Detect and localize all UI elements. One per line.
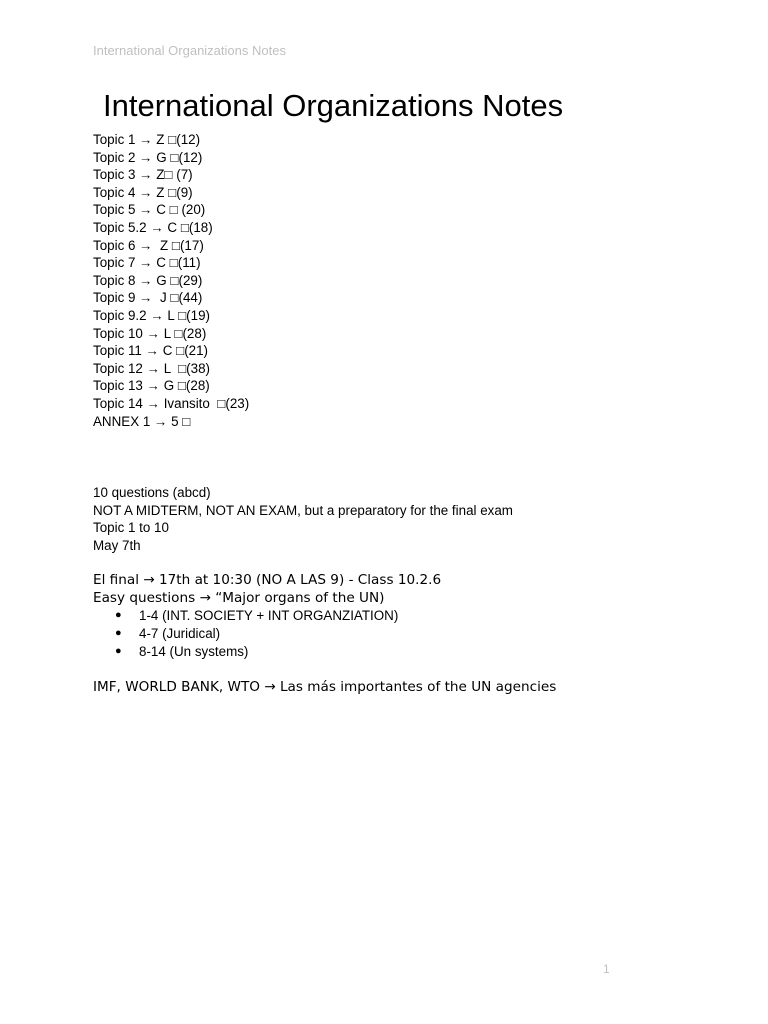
bullet-list <box>93 607 398 660</box>
bullet-text: 4-7 (Juridical) <box>139 625 221 641</box>
final-exam-info <box>93 571 441 607</box>
closing-note: IMF, WORLD BANK, WTO → Las más importantes of the UN agencies <box>93 679 557 695</box>
page-number: 1 <box>603 962 610 976</box>
exam-info-line: Topic 1 to 10 <box>93 520 169 536</box>
topic-line: Topic 2 → G □(12) <box>93 149 203 165</box>
topic-line: Topic 9.2 → L □(19) <box>93 307 210 323</box>
exam-info-line: NOT A MIDTERM, NOT AN EXAM, but a preparatory for the final exam <box>93 502 513 518</box>
exam-info-line: 10 questions (abcd) <box>93 485 211 500</box>
topic-line: Topic 13 → G □(28) <box>93 378 210 394</box>
exam-info <box>93 484 513 554</box>
document-title: International Organizations Notes <box>103 88 564 123</box>
bullet-icon: ● <box>115 644 122 657</box>
bullet-item <box>93 607 398 625</box>
topic-line: Topic 3 → Z□ (7) <box>93 167 193 183</box>
topic-line: Topic 12 → L □(38) <box>93 360 210 376</box>
bullet-item <box>93 643 398 661</box>
final-exam-line: Easy questions → “Major organs of the UN) <box>93 590 385 606</box>
bullet-text: 1-4 (INT. SOCIETY + INT ORGANZIATION) <box>139 608 399 623</box>
bullet-icon: ● <box>115 609 122 621</box>
topic-line: Topic 4 → Z □(9) <box>93 184 193 200</box>
bullet-icon: ● <box>115 626 122 639</box>
topic-line: Topic 9 → J □(44) <box>93 290 203 306</box>
topic-line: Topic 7 → C □(11) <box>93 255 201 271</box>
topic-line: Topic 14 → Ivansito □(23) <box>93 395 250 411</box>
bullet-text: 8-14 (Un systems) <box>139 643 249 659</box>
topic-line: Topic 5 → C □ (20) <box>93 202 206 218</box>
topic-line: Topic 5.2 → C □(18) <box>93 219 213 235</box>
final-exam-line: El final → 17th at 10:30 (NO A LAS 9) - Class 10.2.6 <box>93 572 442 588</box>
topic-line: Topic 10 → L □(28) <box>93 325 207 341</box>
running-header: International Organizations Notes <box>93 43 286 58</box>
bullet-item <box>93 625 398 643</box>
topic-line: Topic 11 → C □(21) <box>93 343 209 359</box>
annex-line: ANNEX 1 → 5 □ <box>93 413 191 429</box>
exam-info-line: May 7th <box>93 537 141 553</box>
topic-line: Topic 6 → Z □(17) <box>93 237 204 253</box>
topic-line: Topic 1 → Z □(12) <box>93 132 201 147</box>
topics-list <box>93 131 249 430</box>
topic-line: Topic 8 → G □(29) <box>93 272 203 288</box>
